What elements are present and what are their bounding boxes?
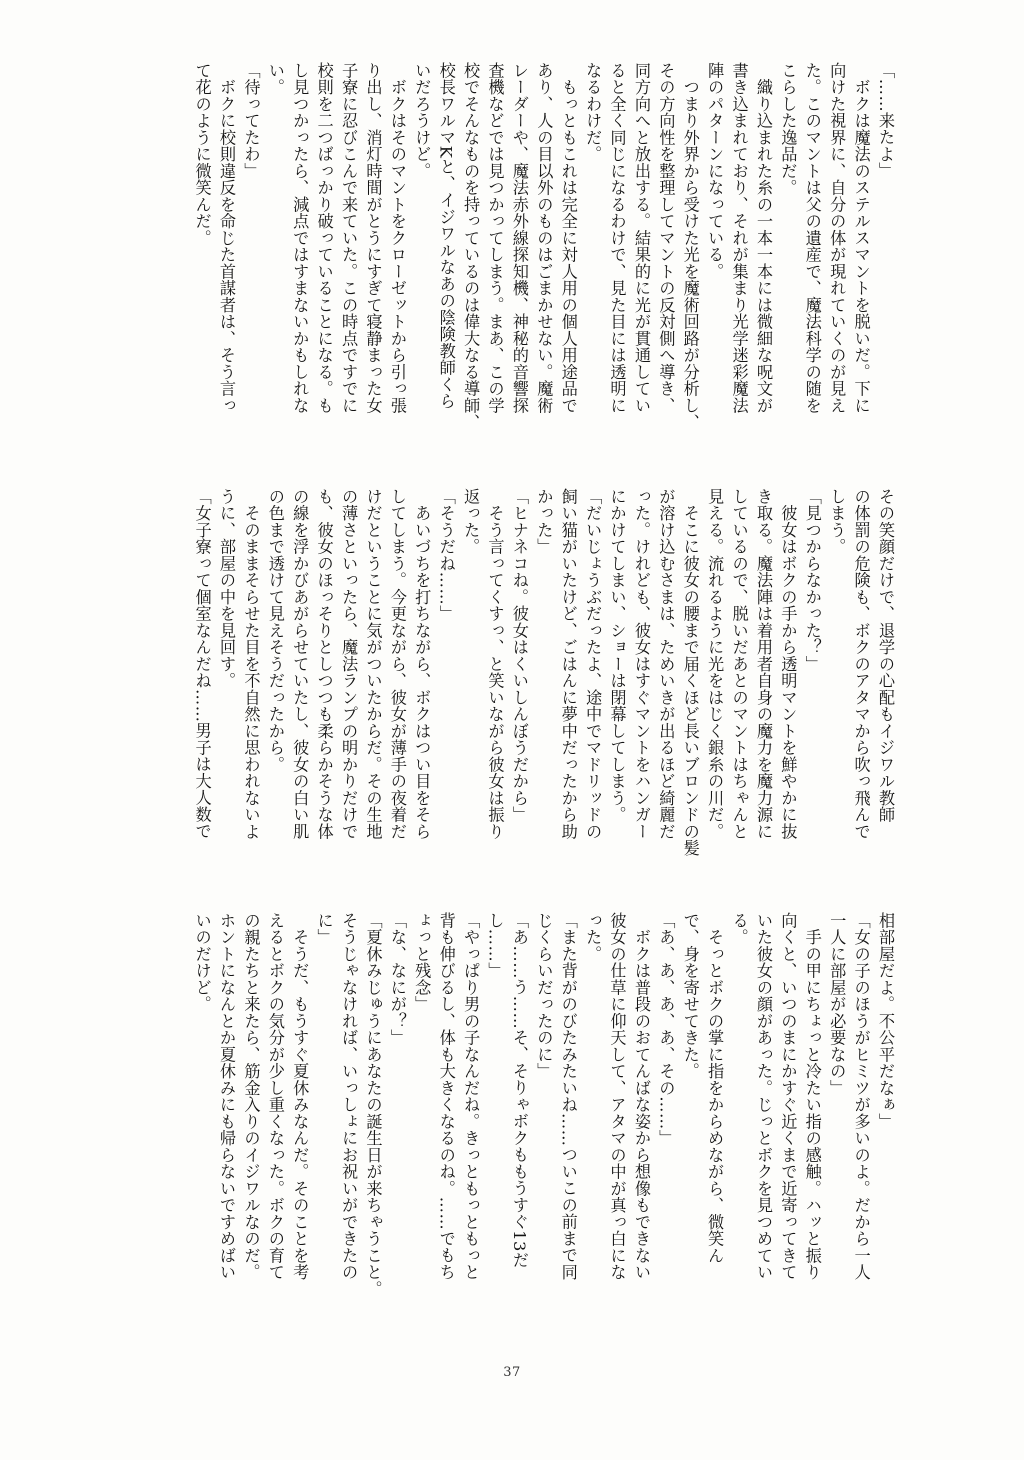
text-line: その笑顔だけで、退学の心配もイジワル教師 [876, 488, 895, 823]
text-line: こらした逸品だ。 [778, 62, 798, 196]
text-line: そう言ってくすっ、と笑いながら彼女は振り [485, 488, 505, 840]
text-line: うに、部屋の中を見回す。 [217, 488, 237, 689]
text-line: 向くと、いつのまにかすぐ近くまで近寄ってきて [778, 912, 798, 1281]
text-tier-bottom [112, 912, 897, 1328]
text-line: レーダーや、魔法赤外線探知機、神秘的音響探 [509, 62, 529, 414]
text-line: あり、人の目以外のものはごまかせない。魔術 [534, 62, 554, 414]
text-line: 「そうだね……」 [436, 488, 456, 622]
text-line: なるわけだ。 [583, 62, 603, 163]
text-line: 向けた視界に、自分の体が現れていくのが見え [827, 62, 847, 414]
text-line: 「夏休みじゅうにあなたの誕生日が来ちゃうこと。 [363, 912, 383, 1298]
text-line: しているので、脱いだあとのマントはちゃんと [729, 488, 749, 840]
text-line: 同方向へと放出する。結果的に光が貫通してい [631, 62, 651, 414]
text-line: にかけてしまい、ショーは閉幕してしまう。 [607, 488, 627, 823]
text-line: 査機などでは見つかってしまう。まあ、この学 [485, 62, 505, 414]
text-tier-middle [112, 488, 897, 900]
text-line: 「また背がのびたみたいね……ついこの前まで同 [558, 912, 578, 1281]
text-line: の体罰の危険も、ボクのアタマから吹っ飛んで [851, 488, 871, 840]
text-line: してしまう。今更ながら、彼女が薄手の夜着だ [387, 488, 407, 840]
text-line: った。けれども、彼女はすぐマントをハンガー [631, 488, 651, 840]
text-line: き取る。魔法陣は着用者自身の魔力を魔力源に [753, 488, 773, 840]
text-line: そうだ、もうすぐ夏休みなんだ。そのことを考 [290, 912, 310, 1281]
text-line: 校長ワルマKと、イジワルなあの陰険教師くら [436, 62, 456, 410]
text-line: 見える。流れるように光をはじく銀糸の川だ。 [705, 488, 725, 840]
text-line: ボクに校則違反を命じた首謀者は、そう言っ [217, 62, 237, 414]
text-line: 「見つからなかった？」 [802, 488, 822, 673]
text-line: 織り込まれた糸の一本一本には微細な呪文が [753, 62, 773, 414]
text-line: その方向性を整理してマントの反対側へ導き、 [656, 62, 676, 414]
text-line: 陣のパターンになっている。 [705, 62, 725, 280]
text-line: 「女子寮って個室なんだね……男子は大人数で [192, 488, 212, 840]
text-line: 相部屋だよ。不公平だなぁ」 [876, 912, 895, 1130]
text-line: 「待ってたわ」 [241, 62, 261, 180]
text-line: 彼女はボクの手から透明マントを鮮やかに抜 [778, 488, 798, 840]
text-line: に」 [314, 912, 334, 946]
text-line: で、身を寄せてきた。 [680, 912, 700, 1080]
page-number: 37 [503, 1365, 521, 1380]
text-line: 背も伸びるし、体も大きくなるのね。……でもち [436, 912, 456, 1281]
text-line: いのだけど。 [192, 912, 212, 1013]
text-line: ょっと残念」 [412, 912, 432, 1013]
text-line: しまう。 [827, 488, 847, 555]
text-line: し……」 [485, 912, 505, 979]
text-line: かった」 [534, 488, 554, 555]
text-line: 一人に部屋が必要なの」 [827, 912, 847, 1097]
text-line: し見つかったら、減点ではすまないかもしれな [290, 62, 310, 414]
text-line: けだということに気がついたからだ。その生地 [363, 488, 383, 840]
text-line: ボクは普段のおてんばな姿から想像もできない [631, 912, 651, 1281]
text-line: 「ヒナネコね。彼女はくいしんぼうだから」 [509, 488, 529, 823]
text-line: 「あ、あ、あ、あ、その……」 [656, 912, 676, 1147]
text-line: 彼女の仕草に仰天して、アタマの中が真っ白にな [607, 912, 627, 1281]
text-line: もっともこれは完全に対人用の個人用途品で [558, 62, 578, 414]
text-line: 書き込まれており、それが集まり光学迷彩魔法 [729, 62, 749, 414]
text-line: て花のように微笑んだ。 [192, 62, 212, 247]
text-line: 「だいじょうぶだったよ、途中でマドリッドの [583, 488, 603, 840]
text-line: じくらいだったのに」 [534, 912, 554, 1080]
text-line: 「女の子のほうがヒミツが多いのよ。だから一人 [851, 912, 871, 1281]
text-line: いだろうけど。 [412, 62, 432, 180]
text-line: ボクは魔法のステルスマントを脱いだ。下に [851, 62, 871, 414]
text-line: いた彼女の顔があった。じっとボクを見つめてい [753, 912, 773, 1281]
text-line: 「……来たよ」 [876, 62, 895, 180]
text-line: つまり外界から受けた光を魔術回路が分析し、 [680, 62, 700, 431]
text-line: 子寮に忍びこんで来ていた。この時点ですでに [339, 62, 359, 414]
text-line: えるとボクの気分が少し重くなった。ボクの育て [265, 912, 285, 1281]
text-line: 校でそんなものを持っているのは偉大なる導師、 [461, 62, 481, 431]
text-line: そのままそらせた目を不自然に思われないよ [241, 488, 261, 840]
text-tier-top [112, 62, 897, 474]
text-line: の親たちと来たら、筋金入りのイジワルなのだ。 [241, 912, 261, 1281]
text-line: い。 [265, 62, 285, 96]
text-line: そうじゃなければ、いっしょにお祝いができたの [339, 912, 359, 1281]
text-line: が溶け込むさまは、ためいきが出るほど綺麗だ [656, 488, 676, 840]
text-line: あいづちを打ちながら、ボクはつい目をそら [412, 488, 432, 840]
text-line: 「あ……う……そ、そりゃボクももうすぐ13だ [509, 912, 529, 1269]
text-line: 「やっぱり男の子なんだね。きっともっともっと [461, 912, 481, 1281]
text-line: ホントになんとか夏休みにも帰らないですめばい [217, 912, 237, 1281]
text-line: の薄さといったら、魔法ランプの明かりだけで [339, 488, 359, 840]
text-line: ボクはそのマントをクローゼットから引っ張 [387, 62, 407, 414]
text-line: そっとボクの掌に指をからめながら、微笑ん [705, 912, 725, 1264]
text-line: る。 [729, 912, 749, 946]
text-line: 返った。 [461, 488, 481, 555]
text-line: 手の甲にちょっと冷たい指の感触。ハッと振り [802, 912, 822, 1281]
text-line: の線を浮かびあがらせていたし、彼女の白い肌 [290, 488, 310, 840]
text-line: も、彼女のほっそりとしつつも柔らかそうな体 [314, 488, 334, 840]
text-line: の色まで透けて見えそうだったから。 [265, 488, 285, 773]
text-line: り出し、消灯時間がとうにすぎて寝静まった女 [363, 62, 383, 414]
text-line: そこに彼女の腰まで届くほど長いブロンドの髪 [680, 488, 700, 857]
text-line: った。 [583, 912, 603, 963]
text-line: 飼い猫がいたけど、ごはんに夢中だったから助 [558, 488, 578, 840]
text-line: ると全く同じになるわけで、見た目には透明に [607, 62, 627, 414]
text-line: 「な、なにが？」 [387, 912, 407, 1046]
text-line: 校則を二つばっかり破っていることになる。も [314, 62, 334, 414]
text-line: た。このマントは父の遺産で、魔法科学の随を [802, 62, 822, 414]
